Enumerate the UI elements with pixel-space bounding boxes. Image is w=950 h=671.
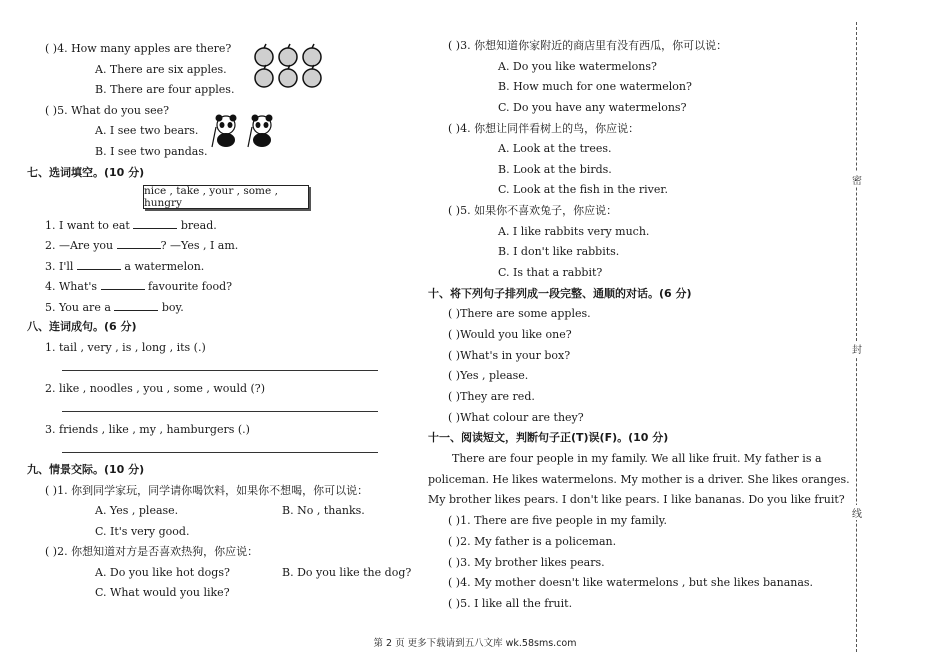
fill-item-3: 3. I'll a watermelon. (45, 260, 205, 273)
passage-line-3: My brother likes pears. I don't like pears. I like bananas. Do you like fruit? (428, 493, 845, 506)
answer-line-2 (62, 411, 378, 412)
judge-item-3: ( )3. My brother likes pears. (448, 556, 605, 569)
left-q4-option-b: B. There are four apples. (95, 83, 235, 96)
passage-line-2: policeman. He likes watermelons. My mother is a driver. She likes oranges. (428, 473, 850, 486)
binding-char-close: 封 (851, 341, 863, 356)
dialog-item-2: ( )Would you like one? (448, 328, 572, 341)
dialog-item-5: ( )They are red. (448, 390, 535, 403)
situation-q1-option-c: C. It's very good. (95, 525, 190, 538)
judge-item-2: ( )2. My father is a policeman. (448, 535, 617, 548)
left-q5-option-b: B. I see two pandas. (95, 145, 208, 158)
page-footer: 第 2 页 更多下载请到五八文库 wk.58sms.com (373, 638, 577, 649)
right-q3-option-a: A. Do you like watermelons? (498, 60, 657, 73)
left-q5-stem: ( )5. What do you see? (45, 104, 170, 117)
fill-item-4: 4. What's favourite food? (45, 280, 233, 293)
right-q5-option-c: C. Is that a rabbit? (498, 266, 603, 279)
right-q5-option-a: A. I like rabbits very much. (498, 225, 650, 238)
answer-line-1 (62, 370, 378, 371)
section-7-title: 七、选词填空。(10 分) (27, 166, 145, 179)
reorder-item-1: 1. tail , very , is , long , its (.) (45, 341, 206, 354)
dialog-item-6: ( )What colour are they? (448, 411, 584, 424)
situation-q2-option-b: B. Do you like the dog? (282, 566, 412, 579)
binding-dashed-line (856, 22, 857, 652)
right-q4-option-a: A. Look at the trees. (498, 142, 612, 155)
binding-char-line: 线 (851, 505, 863, 520)
section-9-title: 九、情景交际。(10 分) (27, 463, 145, 476)
left-q4-stem: ( )4. How many apples are there? (45, 42, 232, 55)
apples-picture (253, 43, 325, 91)
word-bank: nice , take , your , some , hungry (143, 185, 309, 209)
dialog-item-4: ( )Yes , please. (448, 369, 529, 382)
section-8-title: 八、连词成句。(6 分) (27, 320, 137, 333)
judge-item-4: ( )4. My mother doesn't like watermelons , but she likes bananas. (448, 576, 814, 589)
dialog-item-1: ( )There are some apples. (448, 307, 591, 320)
fill-item-2: 2. —Are you ? —Yes , I am. (45, 239, 239, 252)
judge-item-1: ( )1. There are five people in my family. (448, 514, 667, 527)
right-q4-option-b: B. Look at the birds. (498, 163, 612, 176)
right-q3-option-b: B. How much for one watermelon? (498, 80, 692, 93)
reorder-item-2: 2. like , noodles , you , some , would (?) (45, 382, 265, 395)
reorder-item-3: 3. friends , like , my , hamburgers (.) (45, 423, 250, 436)
situation-q2-option-c: C. What would you like? (95, 586, 230, 599)
right-q5-stem: ( )5. 如果你不喜欢兔子，你应说： (448, 204, 618, 217)
situation-q2-stem: ( )2. 你想知道对方是否喜欢热狗，你应说： (45, 545, 259, 558)
section-10-title: 十、将下列句子排列成一段完整、通顺的对话。(6 分) (428, 287, 692, 300)
situation-q1-stem: ( )1. 你到同学家玩，同学请你喝饮料，如果你不想喝，你可以说： (45, 484, 369, 497)
answer-line-3 (62, 452, 378, 453)
pandas-picture (210, 113, 282, 149)
left-q5-option-a: A. I see two bears. (95, 124, 199, 137)
dialog-item-3: ( )What's in your box? (448, 349, 571, 362)
situation-q2-option-a: A. Do you like hot dogs? (95, 566, 230, 579)
section-11-title: 十一、阅读短文，判断句子正(T)误(F)。(10 分) (428, 431, 669, 444)
situation-q1-option-a: A. Yes , please. (95, 504, 179, 517)
right-q3-option-c: C. Do you have any watermelons? (498, 101, 687, 114)
situation-q1-option-b: B. No , thanks. (282, 504, 365, 517)
fill-item-1: 1. I want to eat bread. (45, 219, 217, 232)
passage-line-1: There are four people in my family. We all like fruit. My father is a (452, 452, 822, 465)
right-q3-stem: ( )3. 你想知道你家附近的商店里有没有西瓜，你可以说： (448, 39, 728, 52)
right-q4-option-c: C. Look at the fish in the river. (498, 183, 668, 196)
judge-item-5: ( )5. I like all the fruit. (448, 597, 573, 610)
binding-char-seal: 密 (851, 172, 863, 187)
fill-item-5: 5. You are a boy. (45, 301, 184, 314)
right-q4-stem: ( )4. 你想让同伴看树上的鸟，你应说： (448, 122, 640, 135)
right-q5-option-b: B. I don't like rabbits. (498, 245, 620, 258)
left-q4-option-a: A. There are six apples. (95, 63, 227, 76)
